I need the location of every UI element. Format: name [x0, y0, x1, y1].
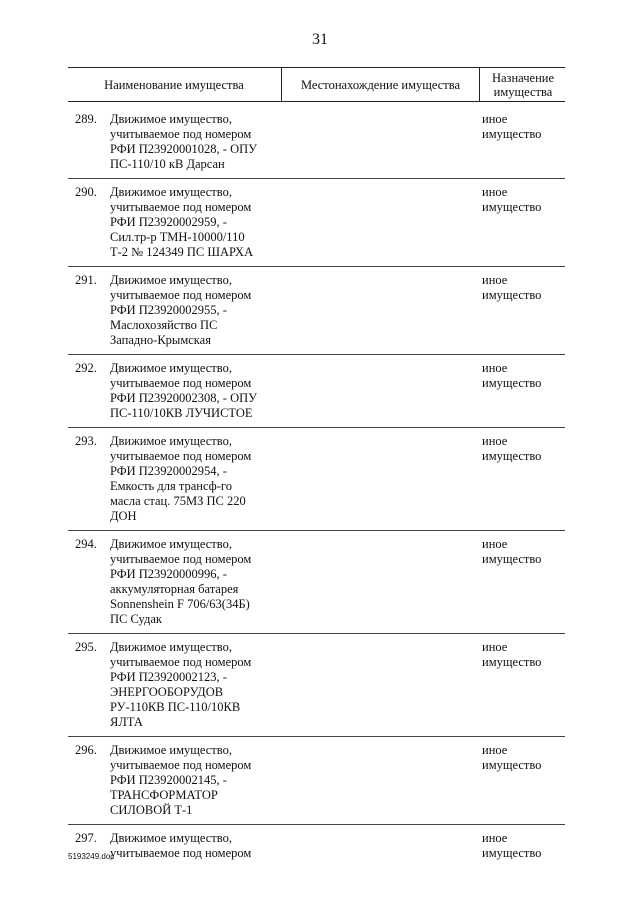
table-row: [68, 433, 565, 531]
purpose-line: имущество: [482, 552, 542, 566]
description-line: учитываемое под номером: [110, 376, 252, 390]
description-line: ПС Судак: [110, 612, 162, 626]
table-row: [68, 830, 565, 867]
property-purpose: [482, 537, 562, 567]
row-number: 297.: [75, 831, 97, 845]
table-row: [68, 111, 565, 179]
row-number: 295.: [75, 640, 97, 654]
row-number: 294.: [75, 537, 97, 551]
purpose-line: имущество: [482, 127, 542, 141]
row-number: 296.: [75, 743, 97, 757]
purpose-line: иное: [482, 743, 508, 757]
description-line: Движимое имущество,: [110, 185, 232, 199]
property-purpose: [482, 185, 562, 215]
description-line: ЯЛТА: [110, 715, 143, 729]
description-line: масла стац. 75МЗ ПС 220: [110, 494, 246, 508]
page-number: 31: [312, 31, 328, 48]
description-line: ПС-110/10 кВ Дарсан: [110, 157, 225, 171]
property-description: [110, 743, 275, 818]
purpose-line: имущество: [482, 288, 542, 302]
description-line: Маслохозяйство ПС: [110, 318, 218, 332]
purpose-line: имущество: [482, 758, 542, 772]
description-line: Емкость для трансф-го: [110, 479, 232, 493]
purpose-line: иное: [482, 537, 508, 551]
purpose-line: иное: [482, 831, 508, 845]
header-property-name: Наименование имущества: [104, 77, 244, 92]
property-purpose: [482, 112, 562, 142]
description-line: Сил.тр-р ТМН-10000/110: [110, 230, 245, 244]
purpose-line: иное: [482, 273, 508, 287]
description-line: учитываемое под номером: [110, 127, 252, 141]
purpose-line: имущество: [482, 200, 542, 214]
document-reference: 5193249.doc: [68, 852, 115, 861]
property-description: [110, 273, 275, 348]
description-line: учитываемое под номером: [110, 200, 252, 214]
purpose-line: иное: [482, 185, 508, 199]
purpose-line: иное: [482, 640, 508, 654]
table-header: [68, 67, 565, 102]
property-purpose: [482, 743, 562, 773]
description-line: РФИ П23920000996, -: [110, 567, 227, 581]
table-row: [68, 184, 565, 267]
purpose-line: иное: [482, 434, 508, 448]
description-line: Движимое имущество,: [110, 361, 232, 375]
property-description: [110, 185, 275, 260]
description-line: ТРАНСФОРМАТОР: [110, 788, 218, 802]
description-line: Движимое имущество,: [110, 537, 232, 551]
description-line: ЭНЕРГООБОРУДОВ: [110, 685, 224, 699]
row-number: 292.: [75, 361, 97, 375]
row-number: 290.: [75, 185, 97, 199]
property-purpose: [482, 361, 562, 391]
description-line: учитываемое под номером: [110, 552, 252, 566]
property-purpose: [482, 640, 562, 670]
table-row: [68, 639, 565, 737]
row-number: 291.: [75, 273, 97, 287]
purpose-line: имущество: [482, 655, 542, 669]
purpose-line: имущество: [482, 449, 542, 463]
description-line: РФИ П23920002959, -: [110, 215, 227, 229]
property-purpose: [482, 434, 562, 464]
property-description: [110, 361, 275, 421]
table-body: [68, 111, 565, 872]
property-description: [110, 640, 275, 730]
description-line: ПС-110/10КВ ЛУЧИСТОЕ: [110, 406, 253, 420]
description-line: Движимое имущество,: [110, 743, 232, 757]
property-description: [110, 434, 275, 524]
property-purpose: [482, 273, 562, 303]
table-row: [68, 272, 565, 355]
description-line: ДОН: [110, 509, 137, 523]
description-line: РФИ П23920002954, -: [110, 464, 227, 478]
description-line: Движимое имущество,: [110, 112, 232, 126]
description-line: РФИ П23920001028, - ОПУ: [110, 142, 257, 156]
row-number: 293.: [75, 434, 97, 448]
table-row: [68, 360, 565, 428]
description-line: Западно-Крымская: [110, 333, 211, 347]
description-line: Т-2 № 124349 ПС ШАРХА: [110, 245, 254, 259]
description-line: учитываемое под номером: [110, 846, 252, 860]
description-line: учитываемое под номером: [110, 758, 252, 772]
description-line: Движимое имущество,: [110, 273, 232, 287]
table-row: [68, 742, 565, 825]
purpose-line: иное: [482, 361, 508, 375]
description-line: РФИ П23920002955, -: [110, 303, 227, 317]
description-line: РУ-110КВ ПС-110/10КВ: [110, 700, 241, 714]
description-line: Движимое имущество,: [110, 831, 232, 845]
description-line: РФИ П23920002145, -: [110, 773, 227, 787]
description-line: Движимое имущество,: [110, 640, 232, 654]
description-line: РФИ П23920002308, - ОПУ: [110, 391, 257, 405]
description-line: аккумуляторная батарея: [110, 582, 239, 596]
purpose-line: имущество: [482, 376, 542, 390]
table-row: [68, 536, 565, 634]
description-line: СИЛОВОЙ Т-1: [110, 803, 193, 817]
description-line: учитываемое под номером: [110, 449, 252, 463]
property-purpose: [482, 831, 562, 861]
description-line: Движимое имущество,: [110, 434, 232, 448]
description-line: учитываемое под номером: [110, 288, 252, 302]
purpose-line: имущество: [482, 846, 542, 860]
description-line: Sonnenshein F 706/63(34Б): [110, 597, 250, 611]
description-line: РФИ П23920002123, -: [110, 670, 227, 684]
header-property-purpose: Назначение имущества: [479, 68, 566, 101]
property-description: [110, 112, 275, 172]
property-description: [110, 537, 275, 627]
header-property-location: Местонахождение имущества: [281, 68, 479, 101]
description-line: учитываемое под номером: [110, 655, 252, 669]
row-number: 289.: [75, 112, 97, 126]
purpose-line: иное: [482, 112, 508, 126]
property-description: [110, 831, 275, 861]
